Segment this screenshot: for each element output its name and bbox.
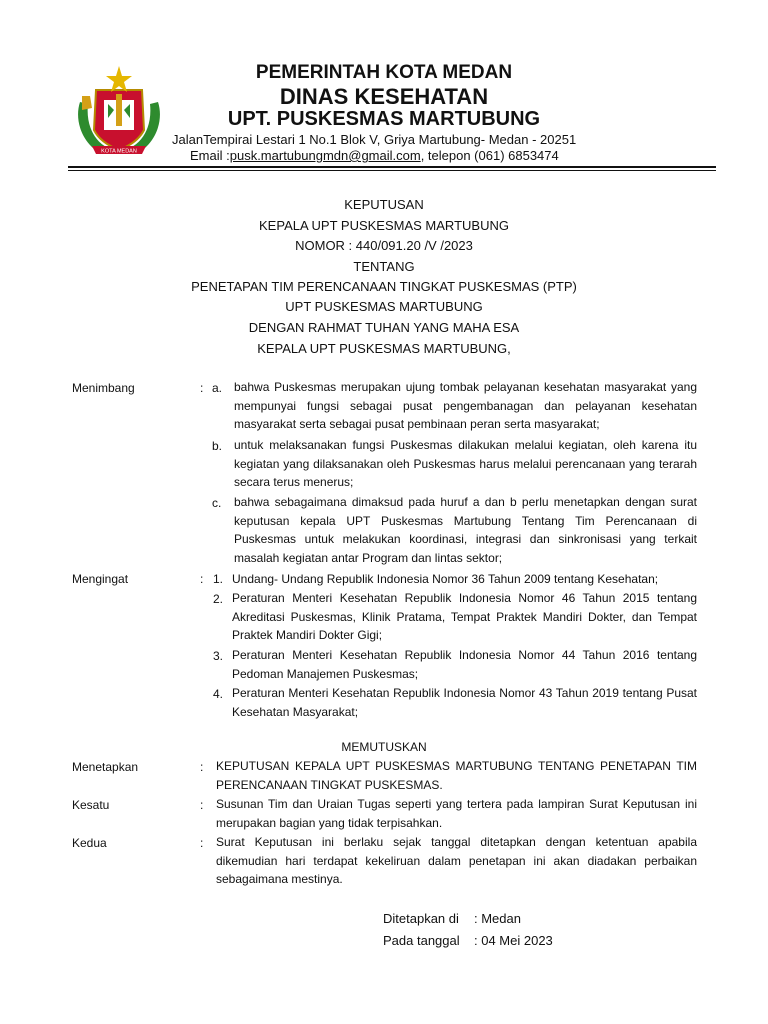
kesatu-text: Susunan Tim dan Uraian Tugas seperti yang tertera pada lampiran Surat Keputusan ini merupakan bagian yang tidak terpisahkan.: [216, 797, 697, 830]
tanggal-value: : 04 Mei 2023: [474, 933, 553, 948]
mengingat-colon: :: [200, 572, 204, 586]
menetapkan-colon: :: [200, 760, 204, 774]
letterhead-line3: UPT. PUSKESMAS MARTUBUNG: [227, 108, 541, 130]
menimbang-item-b: untuk melaksanakan fungsi Puskesmas dilakukan melalui kegiatan, oleh karena itu kegiatan yang dilaksanakan oleh Puskesmas harus melalui perencanaan yang terarah secara terus menerus;: [234, 438, 697, 490]
mengingat-mark-1: 1.: [213, 572, 224, 586]
kesatu-label: Kesatu: [72, 798, 110, 812]
letterhead-rule-thick: [68, 166, 716, 168]
menetapkan-label: Menetapkan: [72, 760, 139, 774]
kesatu-colon: :: [200, 798, 204, 812]
ditetapkan-value: : Medan: [474, 911, 521, 926]
heading-unit: UPT PUSKESMAS MARTUBUNG: [285, 299, 483, 314]
menimbang-mark-b: b.: [212, 439, 223, 453]
heading-kepala: KEPALA UPT PUSKESMAS MARTUBUNG: [259, 218, 509, 233]
heading-tentang: TENTANG: [353, 259, 415, 274]
mengingat-item-4: Peraturan Menteri Kesehatan Republik Indonesia Nomor 43 Tahun 2019 tentang Pusat Kesehatan Masyarakat;: [232, 686, 697, 719]
email-link[interactable]: pusk.martubungmdn@gmail.com: [229, 148, 421, 163]
mengingat-item-1: Undang- Undang Republik Indonesia Nomor 36 Tahun 2009 tentang Kesehatan;: [232, 572, 659, 586]
letterhead-line2: DINAS KESEHATAN: [279, 84, 489, 109]
menimbang-colon: :: [200, 381, 204, 395]
menimbang-item-a: bahwa Puskesmas merupakan ujung tombak pelayanan kesehatan masyarakat yang mempunyai fungsi sebagai pusat pengembanagan dan pelayanan kesehatan masyarakat serta sebagai pusat pembinaan peran serta masyarakat;: [234, 380, 697, 432]
mengingat-mark-2: 2.: [213, 592, 224, 606]
tanggal-label: Pada tanggal: [383, 933, 460, 948]
letterhead-address: JalanTempirai Lestari 1 No.1 Blok V, Griya Martubung- Medan - 20251: [172, 132, 577, 147]
menimbang-item-c: bahwa sebagaimana dimaksud pada huruf a dan b perlu menetapkan dengan surat keputusan kepala UPT Puskesmas Martubung Tentang Tim Perencanaan di Puskesmas untuk melakukan koordinasi, integrasi dan sinkronisasi yang terkait masalah kegiatan antar Program dan lintas sektor;: [234, 495, 697, 566]
mengingat-item-2: Peraturan Menteri Kesehatan Republik Indonesia Nomor 46 Tahun 2015 tentang Akreditasi Puskesmas, Klinik Pratama, Tempat Praktek Mandiri Dokter, dan Tempat Praktek Mandiri Dokter Gigi;: [232, 591, 697, 643]
memutuskan-heading: MEMUTUSKAN: [341, 740, 427, 754]
ditetapkan-label: Ditetapkan di: [383, 911, 459, 926]
kedua-label: Kedua: [72, 836, 107, 850]
menimbang-mark-a: a.: [212, 381, 223, 395]
heading-kepala-2: KEPALA UPT PUSKESMAS MARTUBUNG,: [257, 341, 511, 356]
phone-text: , telepon (061) 6853474: [420, 148, 559, 163]
menimbang-label: Menimbang: [72, 381, 135, 395]
heading-keputusan: KEPUTUSAN: [344, 197, 424, 212]
mengingat-label: Mengingat: [72, 572, 129, 586]
mengingat-mark-4: 4.: [213, 687, 224, 701]
kedua-colon: :: [200, 836, 204, 850]
letterhead-line1: PEMERINTAH KOTA MEDAN: [255, 62, 513, 83]
heading-rahmat: DENGAN RAHMAT TUHAN YANG MAHA ESA: [248, 320, 520, 335]
letterhead-contact: [190, 148, 559, 163]
heading-subject: PENETAPAN TIM PERENCANAAN TINGKAT PUSKESMAS (PTP): [191, 279, 577, 294]
heading-nomor: NOMOR : 440/091.20 /V /2023: [295, 238, 473, 253]
menetapkan-text: KEPUTUSAN KEPALA UPT PUSKESMAS MARTUBUNG TENTANG PENETAPAN TIM PERENCANAAN TINGKAT PUSKESMAS.: [216, 759, 697, 792]
menimbang-mark-c: c.: [212, 496, 222, 510]
mengingat-item-3: Peraturan Menteri Kesehatan Republik Indonesia Nomor 44 Tahun 2016 tentang Pedoman Manajemen Puskesmas;: [232, 648, 697, 681]
mengingat-mark-3: 3.: [213, 649, 224, 663]
email-label: Email :: [190, 148, 230, 163]
letterhead-rule-thin: [68, 170, 716, 171]
kedua-text: Surat Keputusan ini berlaku sejak tanggal ditetapkan dengan ketentuan apabila dikemudian hari terdapat kekeliruan dalam penetapan ini akan diadakan perbaikan sebagaimana mestinya.: [216, 835, 697, 887]
logo-text: KOTA MEDAN: [101, 148, 137, 155]
